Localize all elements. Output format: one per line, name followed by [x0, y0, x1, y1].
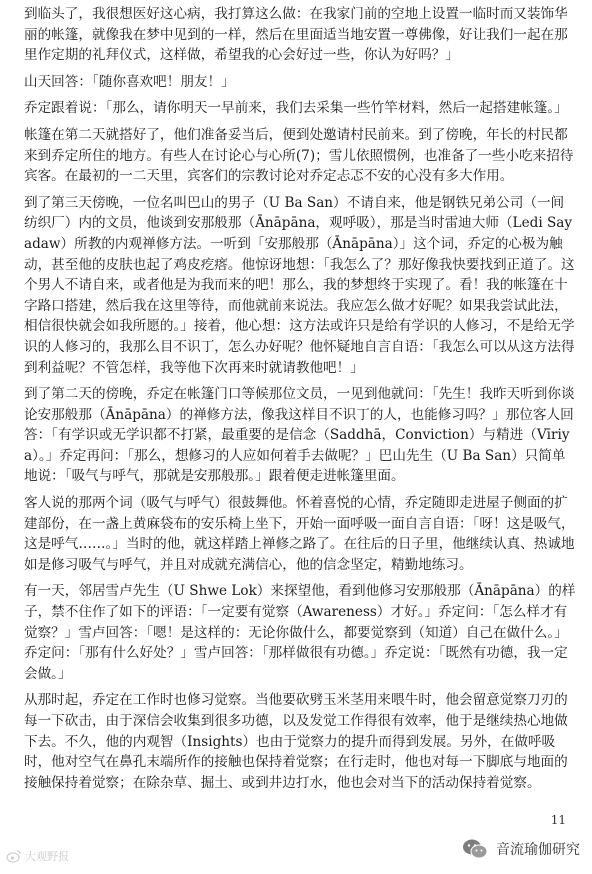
paragraph-3: 乔定跟着说：「那么，请你明天一早前来，我们去采集一些竹竿材料，然后一起搭建帐篷。」	[24, 100, 568, 117]
paragraph-7: 客人说的那两个词（吸气与呼气）很鼓舞他。怀着喜悦的心情，乔定随即走进屋子侧面的扩建部份，在一盏上黄麻袋布的安乐椅上坐下，开始一面呼吸一面自言自语：「呀！这是吸气，这是呼气……。」当时的他，就这样踏上禅修之路了。在往后的日子里，他继续认真、热诚地如是修习吸气与呼气，并且对成就充满信心，他的信念坚定，精勤地练习。	[24, 495, 575, 573]
watermark-left	[6, 848, 69, 864]
weibo-icon	[6, 849, 22, 863]
paragraph-2: 山天回答：「随你喜欢吧！朋友！」	[24, 73, 235, 90]
page-number: 11	[550, 813, 566, 827]
watermark-right-text: 音流瑜伽研究	[496, 842, 580, 858]
paragraph-6: 到了第二天的傍晚，乔定在帐篷门口等候那位文员，一见到他就问：「先生！我昨天听到你谈论安那般那（Ānāpāna）的禅修方法，像我这样目不识丁的人，也能修习吗？」那位客人回答：「有学识或无学识都不打紧，最重要的是信念（Saddhā，Conviction）与精进（Vīriya）。」乔定再问：「那么，想修习的人应如何着手去做呢？」巴山先生（U Ba San）只简单地说：「吸气与呼气，那就是安那般那。」跟着便走进帐篷里面。	[24, 386, 575, 485]
wechat-icon	[462, 838, 488, 860]
paragraph-8: 有一天，邻居雪卢先生（U Shwe Lok）来探望他，看到他修习安那般那（Ānāpāna）的样子，禁不住作了如下的评语：「一定要有觉察（Awareness）才好。」乔定问：「怎么样才有觉察？」雪卢回答：「嗯！是这样的：无论你做什么，都要觉察到（知道）自己在做什么。」乔定问：「那有什么好处？」雪卢回答：「那样做很有功德。」乔定说：「既然有功德，我一定会做。」	[24, 583, 576, 682]
paragraph-9: 从那时起，乔定在工作时也修习觉察。当他要砍劈玉米茎用来喂牛时，他会留意觉察刀刃的每一下砍击，由于深信会收集到很多功德，以及发觉工作得很有效率，他于是继续热心地做下去。不久，他的内观智（Insights）也由于觉察力的提升而得到发展。另外，在做呼吸时，他对空气在鼻孔末端所作的接触也保持着觉察；在行走时，他也对每一下脚底与地面的接触保持着觉察；在除杂草、掘土、或到井边打水，他也会对当下的活动保持着觉察。	[24, 692, 568, 791]
document-page	[24, 4, 576, 799]
watermark-left-text: 大观野报	[25, 850, 69, 863]
watermark-right	[462, 838, 580, 860]
paragraph-1: 到临头了，我很想医好这心病，我打算这么做：在我家门前的空地上设置一临时而又装饰华丽的帐篷，就像我在梦中见到的一样，然后在里面适当地安置一尊佛像，好让我们一起在那里作定期的礼拜仪式，这样做，希望我的心会好过一些，你认为好吗？」	[24, 6, 568, 64]
paragraph-5: 到了第三天傍晚，一位名叫巴山的男子（U Ba San）不请自来，他是钢铁兄弟公司（一间纺织厂）内的文员，他谈到安那般那（Ānāpāna，观呼吸），那是当时雷迪大师（Ledi Sayadaw）所教的内观禅修方法。一听到「安那般那（Ānāpāna）」这个词，乔定的心极为触动，甚至他的皮肤也起了鸡皮疙瘩。他惊讶地想：「我怎么了？那好像我快要找到正道了。这个男人不请自来，或者他是为我而来的吧！那么，我的梦想终于实现了。看！我的帐篷在十字路口搭建，然后我在这里等待，而他就前来说法。我应怎么做才好呢？如果我尝试此法，相信很快就会如我所愿的。」接着，他心想：这方法或许只是给有学识的人修习，不是给无学识的人修习的，我那么目不识丁，怎么办好呢？他怀疑地自言自语：「我怎么可以从这方法得到利益呢？不管怎样，我等他下次再来时就请教他吧！」	[24, 194, 575, 376]
paragraph-4: 帐篷在第二天就搭好了，他们准备妥当后，便到处邀请村民前来。到了傍晚，年长的村民都来到乔定所住的地方。有些人在讨论心与心所(7)；雪儿依照惯例，也准备了一些小吃来招待宾客。在最初的一二天里，宾客们的宗教讨论对乔定忐忑不安的心没有多大作用。	[24, 126, 574, 185]
